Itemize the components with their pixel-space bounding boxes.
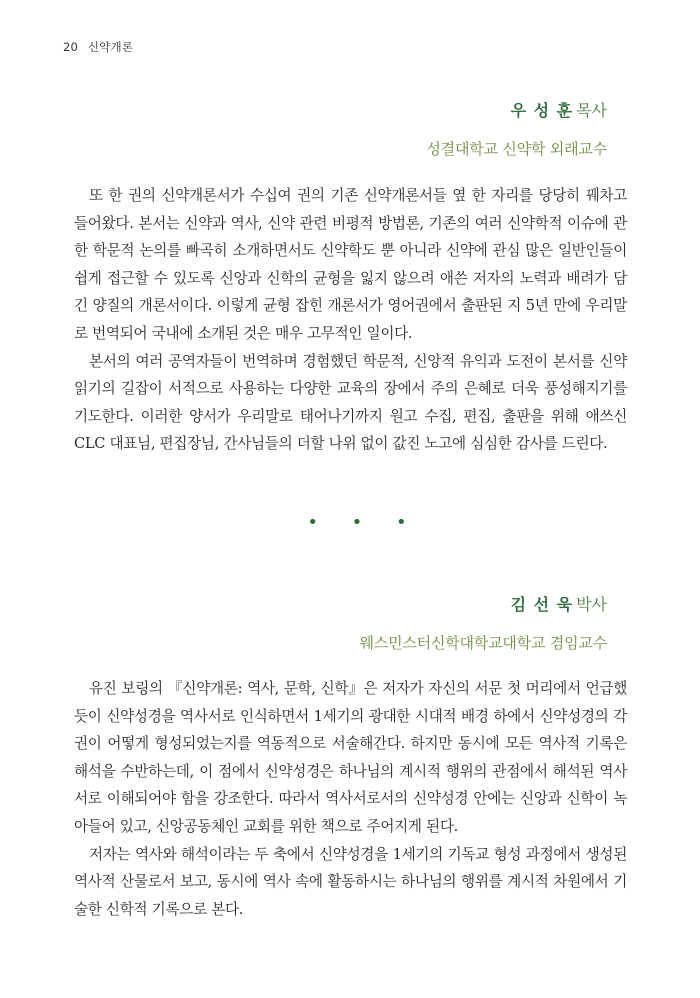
paragraph: 본서의 여러 공역자들이 번역하며 경험했던 학문적, 신앙적 유익과 도전이 본서를 신약 읽기의 길잡이 서적으로 사용하는 다양한 교육의 장에서 주의 은혜로 더욱 풍성해지기를 기도한다. 이러한 양서가 우리말로 태어나기까지 원고 수집, 편집, 출판을 위해 애쓰신 CLC 대표님, 편집장님, 간사님들의 더할 나위 없이 값진 노고에 심심한 감사를 드린다. bbox=[74, 352, 627, 453]
endorser-name: 김 선 욱 bbox=[510, 595, 574, 614]
endorsement-text-1 bbox=[74, 182, 627, 458]
endorser-2 bbox=[360, 592, 608, 653]
page-number: 20 bbox=[63, 40, 79, 54]
book-title: 신약개론 bbox=[87, 40, 134, 54]
paragraph: 또 한 권의 신약개론서가 수십여 권의 기존 신약개론서들 옆 한 자리를 당당히 꿰차고 들어왔다. 본서는 신약과 역사, 신약 관련 비평적 방법론, 기존의 여러 신약학적 이슈에 관한 학문적 논의를 빠곡히 소개하면서도 신약학도 뿐 아니라 신약에 관심 많은 일반인들이 쉽게 접근할 수 있도록 신앙과 신학의 균형을 잃지 않으려 애쓴 저자의 노력과 배려가 담긴 양질의 개론서이다. 이렇게 균형 잡힌 개론서가 영어권에서 출판된 지 5년 만에 우리말로 번역되어 국내에 소개된 것은 매우 고무적인 일이다. bbox=[74, 187, 627, 342]
endorser-affiliation: 성결대학교 신약학 외래교수 bbox=[426, 140, 607, 158]
endorser-title: 목사 bbox=[576, 101, 607, 120]
endorser-name-line bbox=[360, 592, 608, 615]
paragraph: 유진 보링의 『신약개론: 역사, 문학, 신학』은 저자가 자신의 서문 첫 머리에서 언급했듯이 신약성경을 역사서로 인식하면서 1세기의 광대한 시대적 배경 하에서 신약성경의 각 권이 어떻게 형성되었는지를 역동적으로 서술해간다. 하지만 동시에 모든 역사적 기록은 해석을 수반하는데, 이 점에서 신약성경은 하나님의 계시적 행위의 관점에서 해석된 역사서로 이해되어야 함을 강조한다. 따라서 역사서로서의 신약성경 안에는 신앙과 신학이 녹아들어 있고, 신앙공동체인 교회를 위한 책으로 주어지게 된다. bbox=[74, 680, 627, 835]
endorsement-text-2 bbox=[74, 675, 627, 923]
running-head bbox=[63, 39, 133, 55]
endorser-name: 우 성 훈 bbox=[510, 101, 574, 120]
endorser-affiliation: 웨스민스터신학대학교대학교 겸임교수 bbox=[359, 634, 607, 652]
endorser-title: 박사 bbox=[576, 595, 607, 614]
paragraph: 저자는 역사와 해석이라는 두 축에서 신약성경을 1세기의 기독교 형성 과정에서 생성된 역사적 산물로서 보고, 동시에 역사 속에 활동하시는 하나님의 행위를 계시적 차원에서 기술한 신학적 기록으로 본다. bbox=[74, 845, 627, 918]
endorser-name-line bbox=[426, 98, 607, 121]
endorser-1 bbox=[426, 98, 607, 159]
section-divider: • • • bbox=[307, 512, 421, 533]
